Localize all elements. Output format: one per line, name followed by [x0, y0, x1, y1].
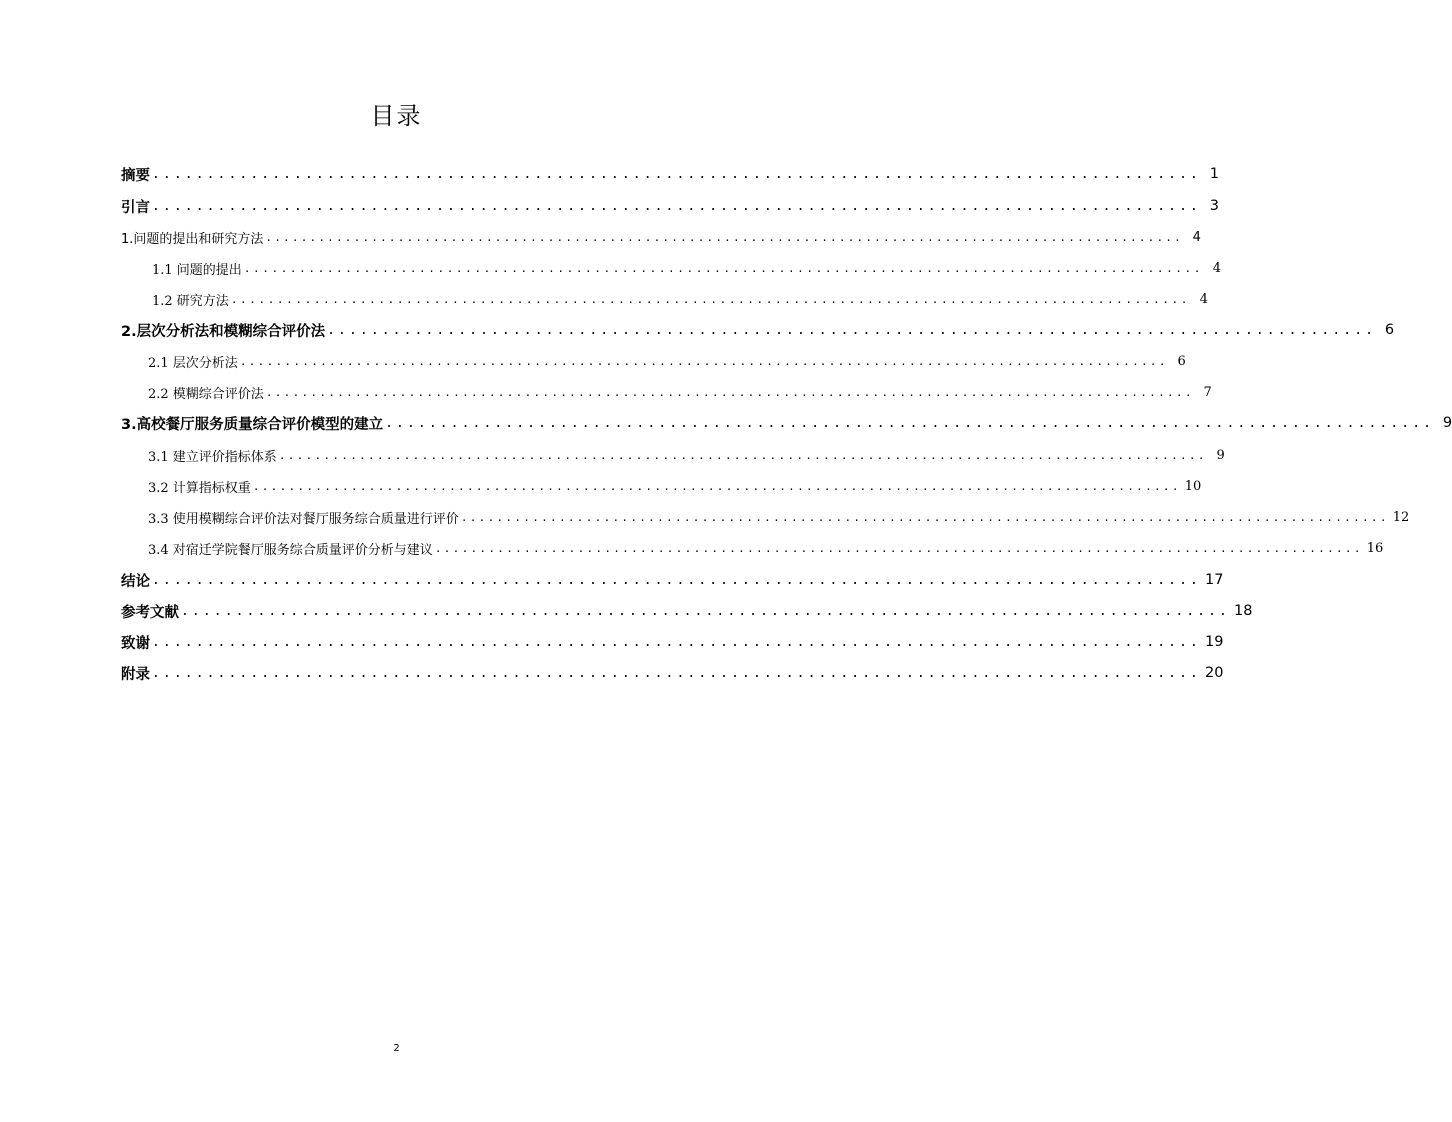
toc-entry-section-3-2[interactable] — [148, 475, 1202, 497]
toc-entry-page: 9 — [1216, 447, 1225, 463]
toc-entry-page: 10 — [1184, 478, 1202, 494]
toc-entry-label: 附录 — [121, 666, 150, 683]
toc-entry-page: 20 — [1204, 665, 1224, 681]
dot-leader: ........................................................................................................ — [252, 479, 1181, 493]
toc-entry-section-1-2[interactable] — [152, 288, 1208, 310]
dot-leader: ........................................................................................................ — [278, 448, 1207, 462]
toc-entry-page: 6 — [1177, 353, 1186, 369]
dot-leader: ........................................................................................................ — [460, 510, 1389, 524]
toc-entry-label: 致谢 — [121, 635, 150, 652]
toc-entry-label: 1.2 研究方法 — [152, 293, 229, 309]
toc-entry-label: 2.层次分析法和模糊综合评价法 — [121, 323, 326, 340]
toc-entry-page: 3 — [1209, 198, 1219, 214]
dot-leader: ................................................................................................ — [152, 572, 1201, 588]
dot-leader: ................................................................................................ — [152, 166, 1201, 182]
toc-entry-page: 18 — [1233, 603, 1253, 619]
toc-entry-label: 3.4 对宿迁学院餐厅服务综合质量评价分析与建议 — [148, 542, 433, 558]
dot-leader: ........................................................................................................ — [230, 292, 1190, 306]
toc-entry-section-2-1[interactable] — [148, 350, 1186, 372]
toc-entry-label: 摘要 — [121, 167, 150, 184]
dot-leader: ................................................................................................ — [181, 603, 1230, 619]
toc-entry-page: 1 — [1209, 166, 1219, 182]
toc-entry-page: 19 — [1204, 634, 1224, 650]
toc-entry-acknowledgements[interactable] — [121, 631, 1224, 653]
toc-entry-section-3-1[interactable] — [148, 444, 1225, 466]
dot-leader: ........................................................................................................ — [239, 354, 1168, 368]
dot-leader: ........................................................................................................ — [434, 541, 1363, 555]
dot-leader: ................................................................................................ — [385, 415, 1435, 431]
dot-leader: ................................................................................................ — [152, 634, 1201, 650]
toc-entry-page: 4 — [1199, 291, 1208, 307]
dot-leader: ........................................................................................................ — [265, 385, 1194, 399]
toc-entry-page: 9 — [1442, 415, 1452, 431]
toc-entry-page: 17 — [1204, 572, 1224, 588]
toc-entry-section-3[interactable] — [121, 412, 1452, 434]
toc-entry-page: 12 — [1392, 509, 1410, 525]
toc-entry-page: 4 — [1212, 260, 1221, 276]
toc-entry-label: 1.问题的提出和研究方法 — [121, 231, 264, 247]
toc-entry-page: 6 — [1384, 322, 1395, 338]
dot-leader: ................................................................................................ — [152, 198, 1201, 214]
toc-entry-section-1[interactable] — [121, 226, 1201, 248]
toc-entry-label: 1.1 问题的提出 — [152, 262, 242, 278]
dot-leader: ........................................................................................................ — [243, 261, 1203, 275]
toc-entry-label: 参考文献 — [121, 604, 179, 621]
page-title: 目录 — [370, 102, 423, 130]
toc-entry-section-1-1[interactable] — [152, 257, 1221, 279]
toc-entry-label: 3.3 使用模糊综合评价法对餐厅服务综合质量进行评价 — [148, 511, 459, 527]
toc-entry-introduction[interactable] — [121, 195, 1219, 217]
toc-entry-label: 3.高校餐厅服务质量综合评价模型的建立 — [121, 416, 384, 433]
toc-entry-page: 16 — [1366, 540, 1384, 556]
toc-entry-label: 2.1 层次分析法 — [148, 355, 238, 371]
toc-entry-section-3-4[interactable] — [148, 537, 1384, 559]
toc-entry-abstract[interactable] — [121, 163, 1219, 185]
toc-entry-page: 7 — [1203, 384, 1212, 400]
toc-entry-conclusion[interactable] — [121, 569, 1224, 591]
toc-entry-label: 3.2 计算指标权重 — [148, 480, 251, 496]
dot-leader: ................................................................................................ — [152, 665, 1201, 681]
toc-entry-label: 2.2 模糊综合评价法 — [148, 386, 264, 402]
toc-entry-label: 引言 — [121, 199, 150, 216]
dot-leader: ................................................................................................ — [327, 322, 1377, 338]
toc-entry-page: 4 — [1192, 229, 1201, 245]
toc-entry-references[interactable] — [121, 600, 1253, 622]
page-number: 2 — [393, 1043, 400, 1054]
toc-entry-section-3-3[interactable] — [148, 506, 1410, 528]
dot-leader: ........................................................................................................ — [265, 230, 1183, 244]
toc-entry-label: 结论 — [121, 573, 150, 590]
toc-entry-label: 3.1 建立评价指标体系 — [148, 449, 277, 465]
toc-entry-appendix[interactable] — [121, 662, 1224, 684]
toc-entry-section-2[interactable] — [121, 319, 1395, 341]
toc-entry-section-2-2[interactable] — [148, 381, 1212, 403]
